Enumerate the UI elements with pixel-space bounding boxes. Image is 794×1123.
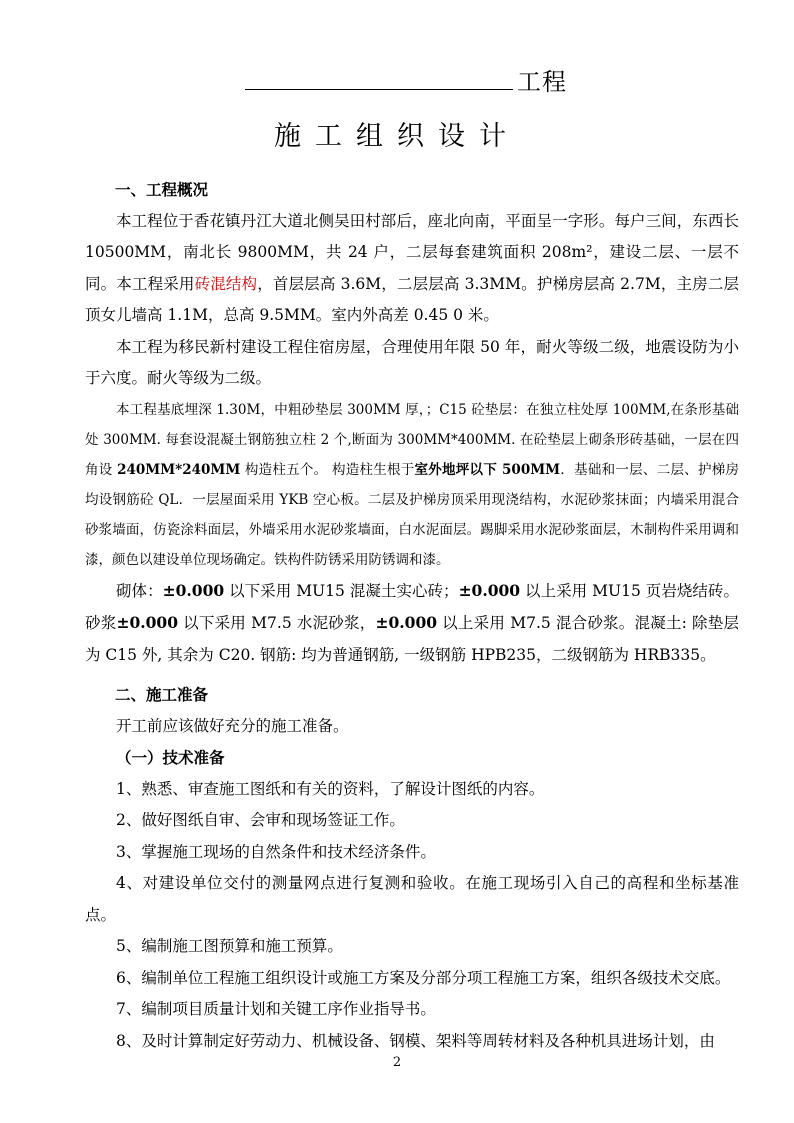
list-item: 3、掌握施工现场的自然条件和技术经济条件。: [116, 842, 436, 861]
list-item: 8、及时计算制定好劳动力、机械设备、钢模、架料等周转材料及各种机具进场计划，由: [116, 1031, 715, 1050]
list-item: 7、编制项目质量计划和关键工序作业指导书。: [116, 1000, 436, 1018]
overview-paragraph-4: 砌体：±0.000 以下采用 MU15 混凝土实心砖；±0.000 以上采用 MU15 页岩烧结砖。砂浆±0.000 以下采用 M7.5 水泥砂浆，±0.000 以上采用 M7.5 混合砂浆。混凝土: 除垫层为 C15 外, 其余为 C20. 钢筋: 均为普通钢筋, 一级钢筋 HPB235，二级钢筋为 HRB335。: [85, 580, 739, 664]
project-title-line: [245, 62, 580, 94]
page-number: 2: [392, 1055, 402, 1070]
project-title-suffix: 工程: [517, 68, 567, 96]
highlight-structure-type: 砖混结构: [194, 274, 258, 293]
list-item: 6、编制单位工程施工组织设计或施工方案及分部分项工程施工方案，组织各级技术交底。: [116, 968, 731, 987]
overview-paragraph-3: 本工程基底埋深 1.30M，中粗砂垫层 300MM 厚，；C15 砼垫层：在独立柱处厚 100MM,在条形基础处 300MM. 每套设混凝土钢筋独立柱 2 个,断面为 300MM*400MM. 在砼垫层上砌条形砖基础，一层在四角设 240MM*240MM 构造柱五个。 构造柱生根于室外地坪以下 500MM．基础和一层、二层、护梯房均设钢筋砼 QL．一层屋面采用 YKB 空心板。二层及护梯房顶采用现浇结构，水泥砂浆抹面；内墙采用混合砂浆墙面，仿瓷涂料面层，外墙采用水泥砂浆墙面，白水泥面层。踢脚采用水泥砂浆面层，木制构件采用调和漆，颜色以建设单位现场确定。铁构件防锈采用防锈调和漆。: [85, 401, 739, 568]
section-heading-overview: 一、工程概况: [115, 180, 209, 199]
overview-paragraph-1: 本工程位于香花镇丹江大道北侧吴田村部后，座北向南，平面呈一字形。每户三间，东西长 10500MM，南北长 9800MM，共 24 户，二层每套建筑面积 208m²，建设二层、一层不同。本工程采用砖混结构，首层层高 3.6M，二层层高 3.3MM。护梯房层高 2.7M，主房二层顶女儿墙高 1.1M，总高 9.5MM。室内外高差 0.45 0 米。: [85, 211, 739, 324]
list-item: 1、熟悉、审查施工图纸和有关的资料，了解设计图纸的内容。: [116, 779, 545, 798]
subsection-heading-technical: （一）技术准备: [116, 748, 225, 767]
document-title: 施工组织设计: [274, 121, 520, 152]
overview-paragraph-2: 本工程为移民新村建设工程住宿房屋，合理使用年限 50 年，耐火等级二级，地震设防为小于六度。耐火等级为二级。: [85, 337, 739, 387]
section-heading-preparation: 二、施工准备: [115, 685, 209, 704]
document-body: [85, 170, 739, 1057]
preparation-intro: 开工前应该做好充分的施工准备。: [116, 716, 349, 735]
list-item: 2、做好图纸自审、会审和现场签证工作。: [116, 811, 405, 829]
list-item: 5、编制施工图预算和施工预算。: [116, 937, 343, 955]
project-name-blank: [245, 88, 513, 90]
list-item: 4、对建设单位交付的测量网点进行复测和验收。在施工现场引入自己的高程和坐标基准点。: [85, 874, 739, 924]
